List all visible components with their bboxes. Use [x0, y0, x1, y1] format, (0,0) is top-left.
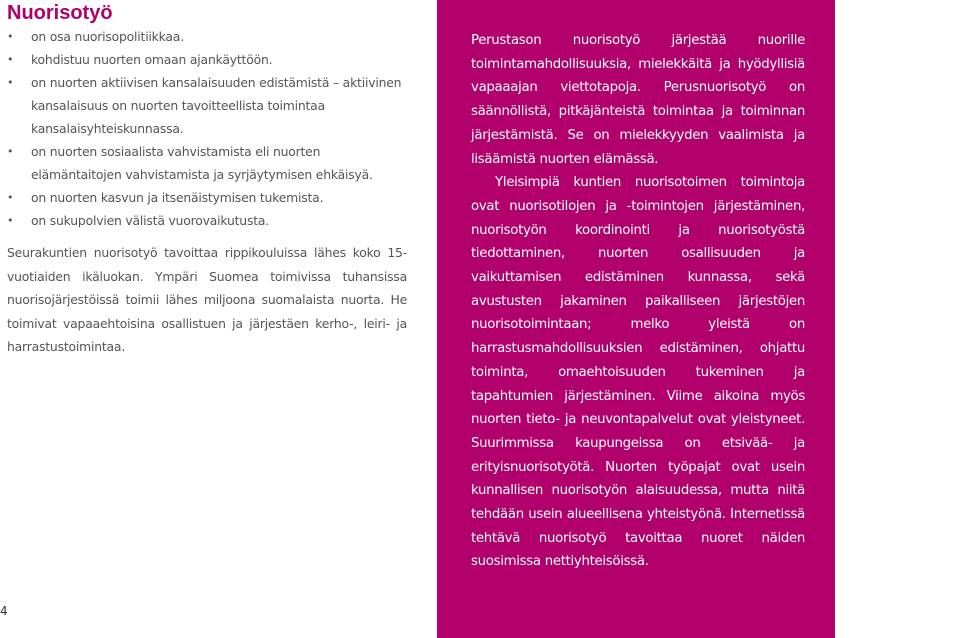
definition-list: [7, 25, 407, 232]
panel-paragraph-2: Yleisimpiä kuntien nuorisotoimen toimintoja ovat nuorisotilojen ja -toimintojen järjestäminen, nuorisotyön koordinointi ja nuorisotyöstä tiedottaminen, nuorten osallisuuden ja vaikuttamisen edistäminen kunnassa, sekä avustusten jakaminen paikalliseen järjestöjen nuorisotoimintaan; melko yleistä on harrastusmahdollisuuksien edistäminen, ohjattu toiminta, omaehtoisuuden tukeminen ja tapahtumien järjestäminen. Viime aikoina myös nuorten tieto- ja neuvontapalvelut ovat yleistyneet. Suurimmissa kaupungeissa on etsivää- ja erityisnuorisotyötä. Nuorten työpajat ovat usein kunnallisen nuorisotyön alaisuudessa, mutta niitä tehdään usein alueellisena yhteistyönä. Internetissä tehtävä nuorisotyö tavoittaa nuoret näiden suosimissa nettiyhteisöissä.: [471, 175, 805, 570]
list-item: • kohdistuu nuorten omaan ajankäyttöön.: [7, 48, 407, 71]
highlight-panel: [437, 0, 835, 638]
panel-paragraph-1: Perustason nuorisotyö järjestää nuorille toimintamahdollisuuksia, mielekkäitä ja hyödyllisiä vapaaajan viettotapoja. Perusnuorisotyö on säännöllistä, pitkäjänteistä toimintaa ja toiminnan järjestämistä. Se on mielekkyyden vaalimista ja lisäämistä nuorten elämässä.: [471, 33, 805, 167]
body-paragraph: Seurakuntien nuorisotyö tavoittaa rippikouluissa lähes koko 15-vuotiaiden ikäluokan. Ympäri Suomea toimivissa tuhansissa nuorisojärjestöissä toimii lähes miljoona suomalaista nuorta. He toimivat vapaaehtoisina osallistuen ja järjestäen kerho-, leiri- ja harrastustoimintaa.: [7, 245, 407, 354]
list-item: • on nuorten sosiaalista vahvistamista eli nuorten elämäntaitojen vahvistamista ja syrjäytymisen ehkäisyä.: [7, 140, 407, 186]
left-column: [7, 0, 407, 359]
page-number: 4: [0, 604, 8, 618]
list-item: • on nuorten kasvun ja itsenäistymisen tukemista.: [7, 186, 407, 209]
list-item: • on nuorten aktiivisen kansalaisuuden edistämistä – aktiivinen kansalaisuus on nuorten tavoitteellista toimintaa kansalaisyhteiskunnassa.: [7, 71, 407, 140]
section-heading: Nuorisotyö: [7, 2, 113, 24]
list-item: • on sukupolvien välistä vuorovaikutusta.: [7, 209, 407, 232]
list-item: • on osa nuorisopolitiikkaa.: [7, 25, 407, 48]
